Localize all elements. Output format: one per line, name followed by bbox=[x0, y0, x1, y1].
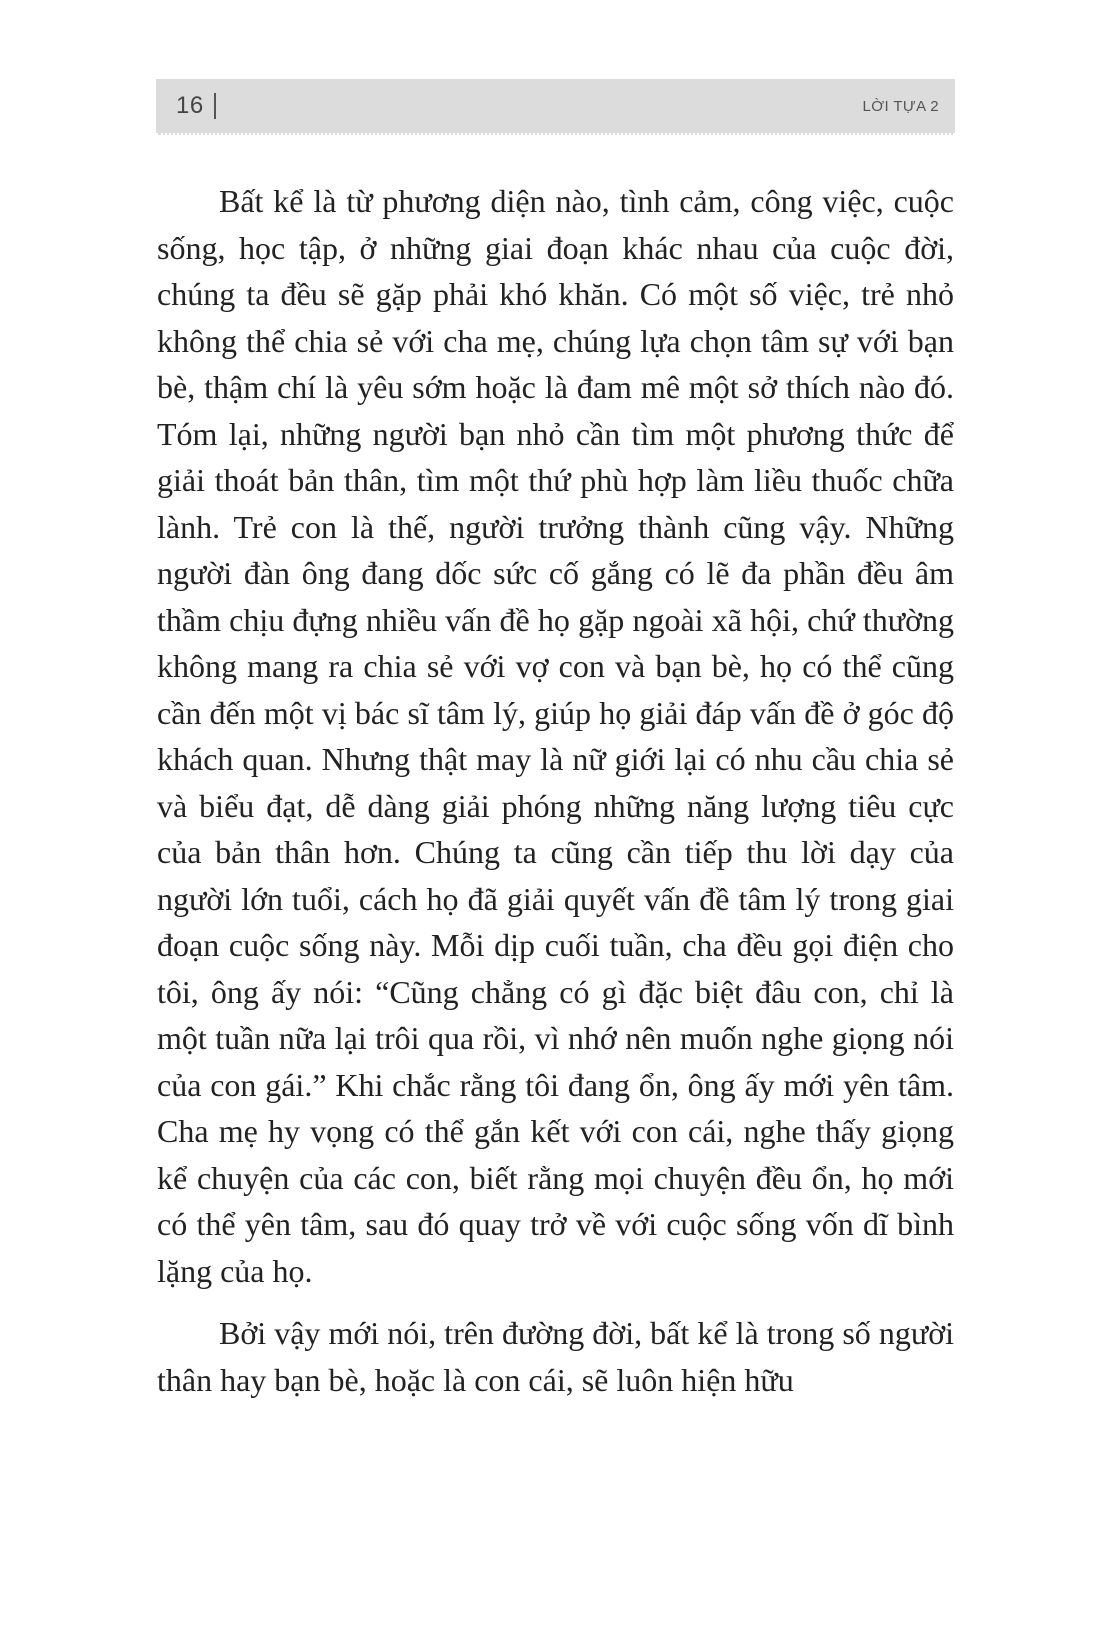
section-title: LỜI TỰA 2 bbox=[862, 98, 939, 115]
body-text bbox=[157, 178, 954, 1403]
running-header bbox=[156, 79, 955, 135]
paragraph: Bởi vậy mới nói, trên đường đời, bất kể là trong số người thân hay bạn bè, hoặc là con cái, sẽ luôn hiện hữu bbox=[157, 1315, 954, 1398]
header-divider bbox=[214, 93, 216, 119]
paragraph: Bất kể là từ phương diện nào, tình cảm, công việc, cuộc sống, học tập, ở những giai đoạn khác nhau của cuộc đời, chúng ta đều sẽ gặp phải khó khăn. Có một số việc, trẻ nhỏ không thể chia sẻ với cha mẹ, chúng lựa chọn tâm sự với bạn bè, thậm chí là yêu sớm hoặc là đam mê một sở thích nào đó. Tóm lại, những người bạn nhỏ cần tìm một phương thức để giải thoát bản thân, tìm một thứ phù hợp làm liều thuốc chữa lành. Trẻ con là thế, người trưởng thành cũng vậy. Những người đàn ông đang dốc sức cố gắng có lẽ đa phần đều âm thầm chịu đựng nhiều vấn đề họ gặp ngoài xã hội, chứ thường không mang ra chia sẻ với vợ con và bạn bè, họ có thể cũng cần đến một vị bác sĩ tâm lý, giúp họ giải đáp vấn đề ở góc độ khách quan. Nhưng thật may là nữ giới lại có nhu cầu chia sẻ và biểu đạt, dễ dàng giải phóng những năng lượng tiêu cực của bản thân hơn. Chúng ta cũng cần tiếp thu lời dạy của người lớn tuổi, cách họ đã giải quyết vấn đề tâm lý trong giai đoạn cuộc sống này. Mỗi dịp cuối tuần, cha đều gọi điện cho tôi, ông ấy nói: “Cũng chẳng có gì đặc biệt đâu con, chỉ là một tuần nữa lại trôi qua rồi, vì nhớ nên muốn nghe giọng nói của con gái.” Khi chắc rằng tôi đang ổn, ông ấy mới yên tâm. Cha mẹ hy vọng có thể gắn kết với con cái, nghe thấy giọng kể chuyện của các con, biết rằng mọi chuyện đều ổn, họ mới có thể yên tâm, sau đó quay trở về với cuộc sống vốn dĩ bình lặng của họ. bbox=[157, 183, 954, 1289]
page-number: 16 bbox=[176, 92, 204, 119]
